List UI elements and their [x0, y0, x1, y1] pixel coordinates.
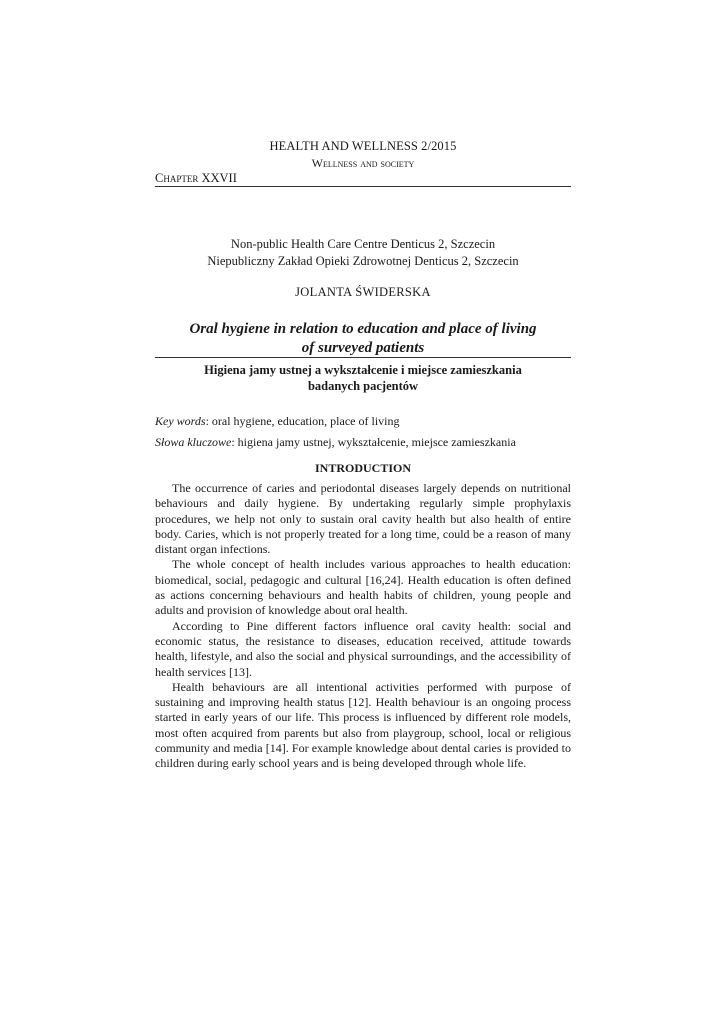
section-heading-introduction: INTRODUCTION [314, 461, 411, 475]
keywords-english-label: Key words [155, 414, 206, 428]
author-name: JOLANTA ŚWIDERSKA [295, 285, 431, 299]
paragraph: The occurrence of caries and periodontal diseases largely depends on nutritional behaviours and daily hygiene. By undertaking regularly simple prophylaxis procedures, we help not only to sustain oral cavity health but also health of entire body. Caries, which is not properly treated for a long time, could be a reason of many distant organ infections. [155, 481, 571, 557]
article-title-english [155, 320, 571, 358]
article-title-english-line-2: of surveyed patients [301, 340, 425, 356]
keywords-polish [155, 435, 571, 450]
article-title-polish [155, 362, 571, 394]
header-divider [155, 186, 571, 187]
keywords-polish-label: Słowa kluczowe [155, 435, 232, 449]
keywords-english [155, 414, 571, 429]
paragraph: According to Pine different factors influence oral cavity health: social and economic status, the resistance to diseases, education received, attitude towards health, lifestyle, and also the social and physical surroundings, and the accessibility of health services [13]. [155, 618, 571, 679]
article-title-polish-line-2: badanych pacjentów [307, 379, 419, 393]
affiliation-polish: Niepubliczny Zakład Opieki Zdrowotnej Denticus 2, Szczecin [207, 254, 519, 268]
article-title-polish-line-1: Higiena jamy ustnej a wykształcenie i miejsce zamieszkania [204, 363, 522, 377]
article-title-english-line-1: Oral hygiene in relation to education and place of living [189, 321, 537, 337]
affiliation-english: Non-public Health Care Centre Denticus 2, Szczecin [230, 237, 496, 251]
title-divider [155, 357, 571, 358]
chapter-label: Chapter XXVII [155, 171, 237, 185]
journal-title: HEALTH AND WELLNESS 2/2015 [269, 139, 457, 153]
series-title: Wellness and society [311, 156, 415, 170]
paragraph: The whole concept of health includes various approaches to health education: biomedical, social, pedagogic and cultural [16,24]. Health education is often defined as actions concerning behaviours and health habits of children, young people and adults and provision of knowledge about oral health. [155, 557, 571, 618]
keywords-english-values: : oral hygiene, education, place of living [205, 414, 400, 428]
introduction-body [155, 481, 571, 772]
paragraph: Health behaviours are all intentional activities performed with purpose of sustaining and improving health status [12]. Health behaviour is an ongoing process started in early years of our life. This process is influenced by different role models, most often acquired from parents but also from playgroup, school, local or religious community and media [14]. For example knowledge about dental caries is provided to children during early school years and is being developed through whole life. [155, 679, 571, 771]
keywords-polish-values: : higiena jamy ustnej, wykształcenie, miejsce zamieszkania [231, 435, 516, 449]
